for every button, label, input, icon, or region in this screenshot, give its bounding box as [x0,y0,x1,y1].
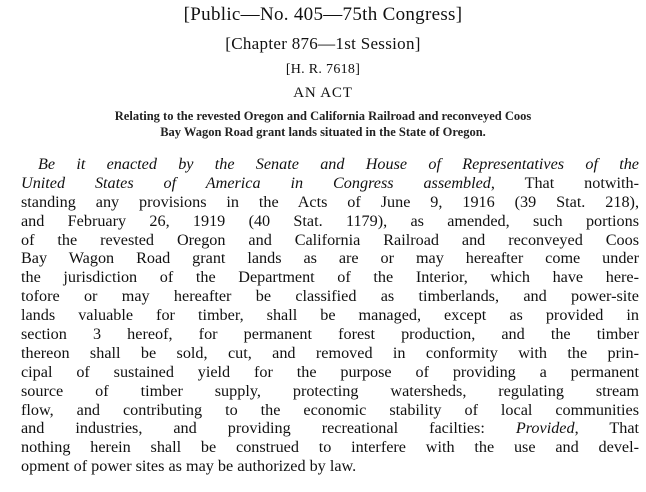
body-line [21,174,639,193]
body-line: flow, and contributing to the economic stability of local communities [21,400,639,419]
body-line: thereon shall be sold, cut, and removed in conformity with the prin- [21,343,639,362]
body-line: Bay Wagon Road grant lands as are or may hereafter come under [21,249,639,268]
act-subtitle [0,108,646,140]
body-line: section 3 hereof, for permanent forest production, and the timber [21,325,639,344]
body-line: opment of power sites as may be authorized by law. [21,457,357,476]
subtitle-line-1: Relating to the revested Oregon and California Railroad and reconveyed Coos [114,109,532,123]
body-line: tofore or may hereafter be classified as timberlands, and power-site [21,287,639,306]
body-line: the jurisdiction of the Department of the Interior, which have here- [21,268,639,287]
public-law-header: [Public—No. 405—75th Congress] [183,4,463,25]
body-line: source of timber supply, protecting watersheds, regulating stream [21,381,639,400]
body-line [21,419,639,438]
body-line [21,155,639,174]
body-text: , That notwith- [490,173,639,192]
body-text: , That [574,419,639,438]
subtitle-line-2: Bay Wagon Road grant lands situated in the State of Oregon. [160,125,486,139]
bill-number: [H. R. 7618] [285,62,361,77]
proviso-italic: Provided [515,419,575,438]
chapter-header: [Chapter 876—1st Session] [225,34,421,53]
body-line: and February 26, 1919 (40 Stat. 1179), as amended, such portions [21,211,639,230]
act-body-text [21,155,639,476]
enacting-clause-italic: United States of America in Congress assembled [21,173,491,192]
act-title: AN ACT [293,85,353,101]
body-text: and industries, and providing recreational facilties: [21,419,516,438]
body-line: of the revested Oregon and California Railroad and reconveyed Coos [21,230,639,249]
body-line: standing any provisions in the Acts of June 9, 1916 (39 Stat. 218), [21,192,639,211]
enacting-clause-italic: Be it enacted by the Senate and House of Representatives of the [38,155,639,173]
body-line: lands valuable for timber, shall be managed, except as provided in [21,306,639,325]
body-line: nothing herein shall be construed to interfere with the use and devel- [21,438,639,457]
body-line: cipal of sustained yield for the purpose of providing a permanent [21,362,639,381]
